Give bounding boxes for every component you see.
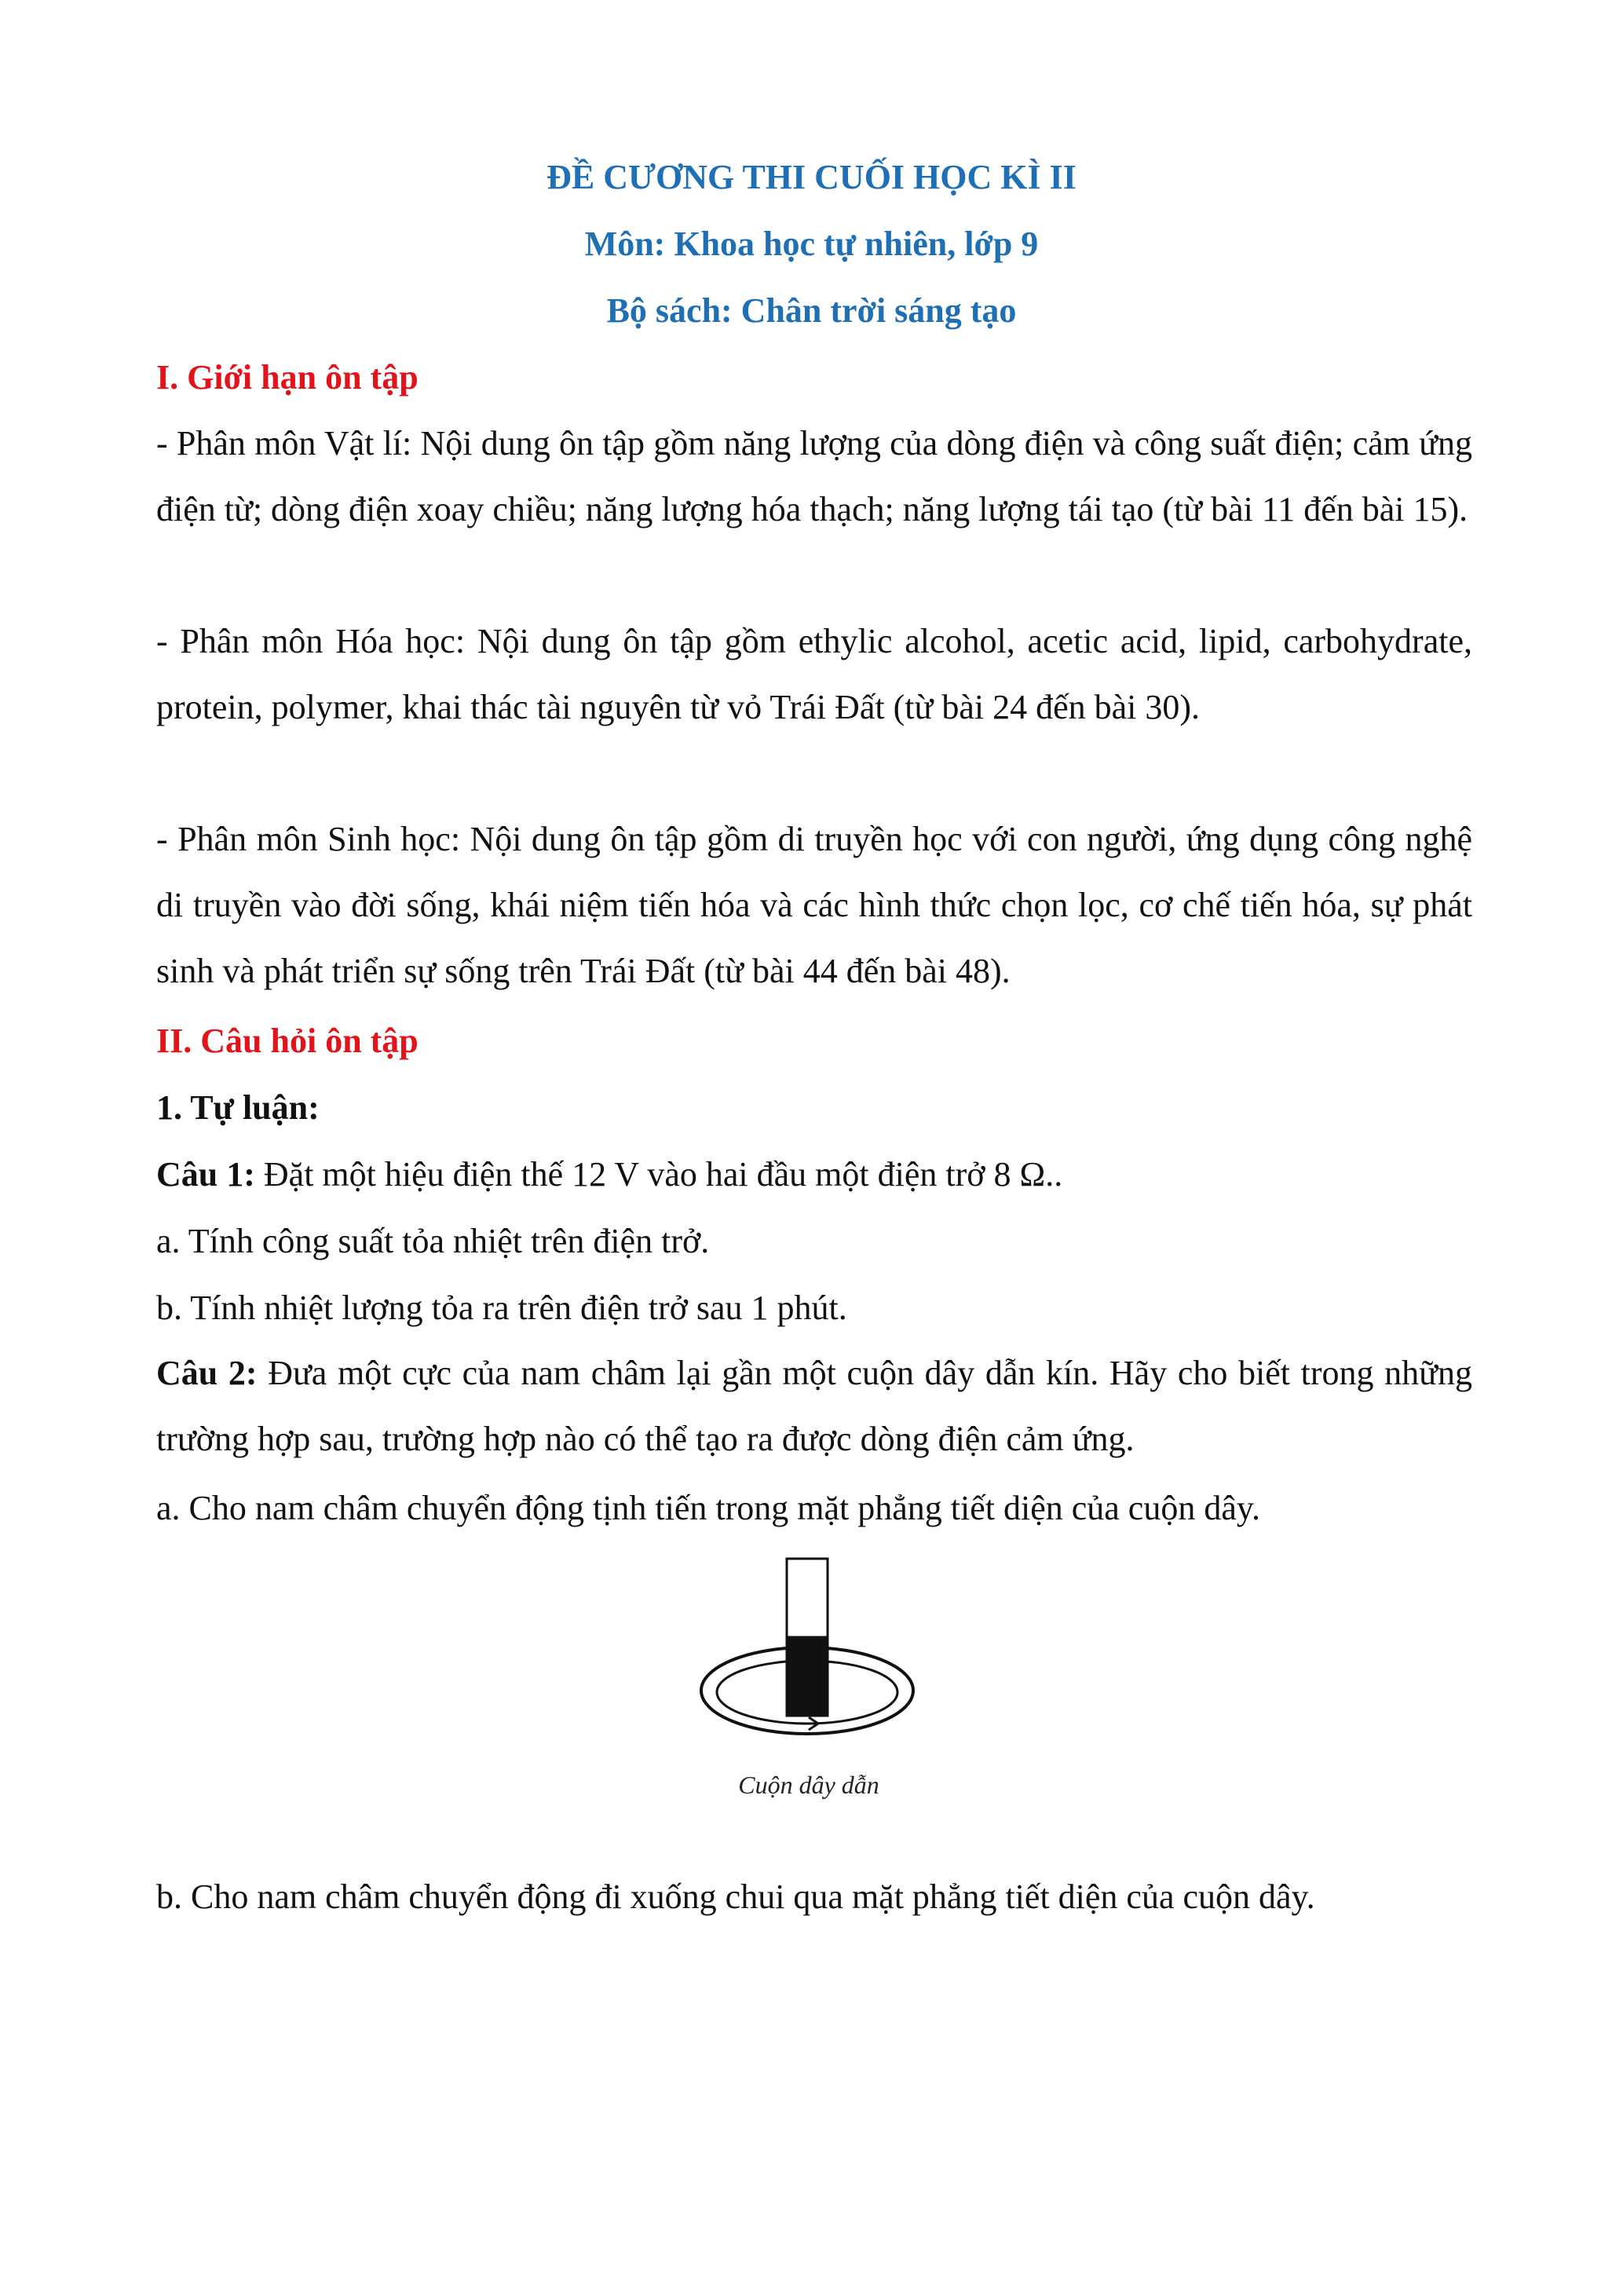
question-2-part-b: b. Cho nam châm chuyển động đi xuống chui qua mặt phẳng tiết diện của cuộn dây. bbox=[156, 1877, 1315, 1916]
magnet-upper-pole bbox=[787, 1559, 828, 1637]
biology-scope: - Phân môn Sinh học: Nội dung ôn tập gồm di truyền học với con người, ứng dụng công nghệ di truyền vào đời sống, khái niệm tiến hóa và các hình thức chọn lọc, cơ chế tiến hóa, sự phát sinh và phát triển sự sống trên Trái Đất (từ bài 44 đến bài 48). bbox=[156, 820, 1472, 990]
subject-line: Môn: Khoa học tự nhiên, lớp 9 bbox=[584, 225, 1039, 263]
question-1-part-a: a. Tính công suất tỏa nhiệt trên điện trở. bbox=[156, 1222, 710, 1260]
essay-subheading: 1. Tự luận: bbox=[156, 1088, 320, 1127]
question-1-text: Đặt một hiệu điện thế 12 V vào hai đầu một điện trở 8 Ω.. bbox=[254, 1155, 1063, 1194]
question-2 bbox=[156, 1340, 1472, 1472]
chemistry-scope: - Phân môn Hóa học: Nội dung ôn tập gồm ethylic alcohol, acetic acid, lipid, carbohydrate, protein, polymer, khai thác tài nguyên từ vỏ Trái Đất (từ bài 24 đến bài 30). bbox=[156, 622, 1472, 726]
document-title: ĐỀ CƯƠNG THI CUỐI HỌC KÌ II bbox=[546, 158, 1077, 196]
question-1-part-b: b. Tính nhiệt lượng tỏa ra trên điện trở sau 1 phút. bbox=[156, 1289, 847, 1327]
question-2-label: Câu 2: bbox=[156, 1354, 258, 1392]
question-1 bbox=[156, 1154, 1062, 1194]
question-2-part-a: a. Cho nam châm chuyển động tịnh tiến trong mặt phẳng tiết diện của cuộn dây. bbox=[156, 1489, 1261, 1527]
question-2-text: Đưa một cực của nam châm lại gần một cuộn dây dẫn kín. Hãy cho biết trong những trường hợp sau, trường hợp nào có thể tạo ra được dòng điện cảm ứng. bbox=[156, 1354, 1472, 1458]
figure-caption: Cuộn dây dẫn bbox=[738, 1771, 879, 1799]
section-1-heading: I. Giới hạn ôn tập bbox=[156, 358, 419, 397]
section-2-heading: II. Câu hỏi ôn tập bbox=[156, 1022, 419, 1060]
question-1-label: Câu 1: bbox=[156, 1155, 255, 1194]
physics-scope: - Phân môn Vật lí: Nội dung ôn tập gồm năng lượng của dòng điện và công suất điện; cảm ứng điện từ; dòng điện xoay chiều; năng lượng hóa thạch; năng lượng tái tạo (từ bài 11 đến bài 15). bbox=[156, 424, 1472, 528]
book-line: Bộ sách: Chân trời sáng tạo bbox=[606, 291, 1017, 330]
current-arrow-icon bbox=[801, 1717, 818, 1730]
